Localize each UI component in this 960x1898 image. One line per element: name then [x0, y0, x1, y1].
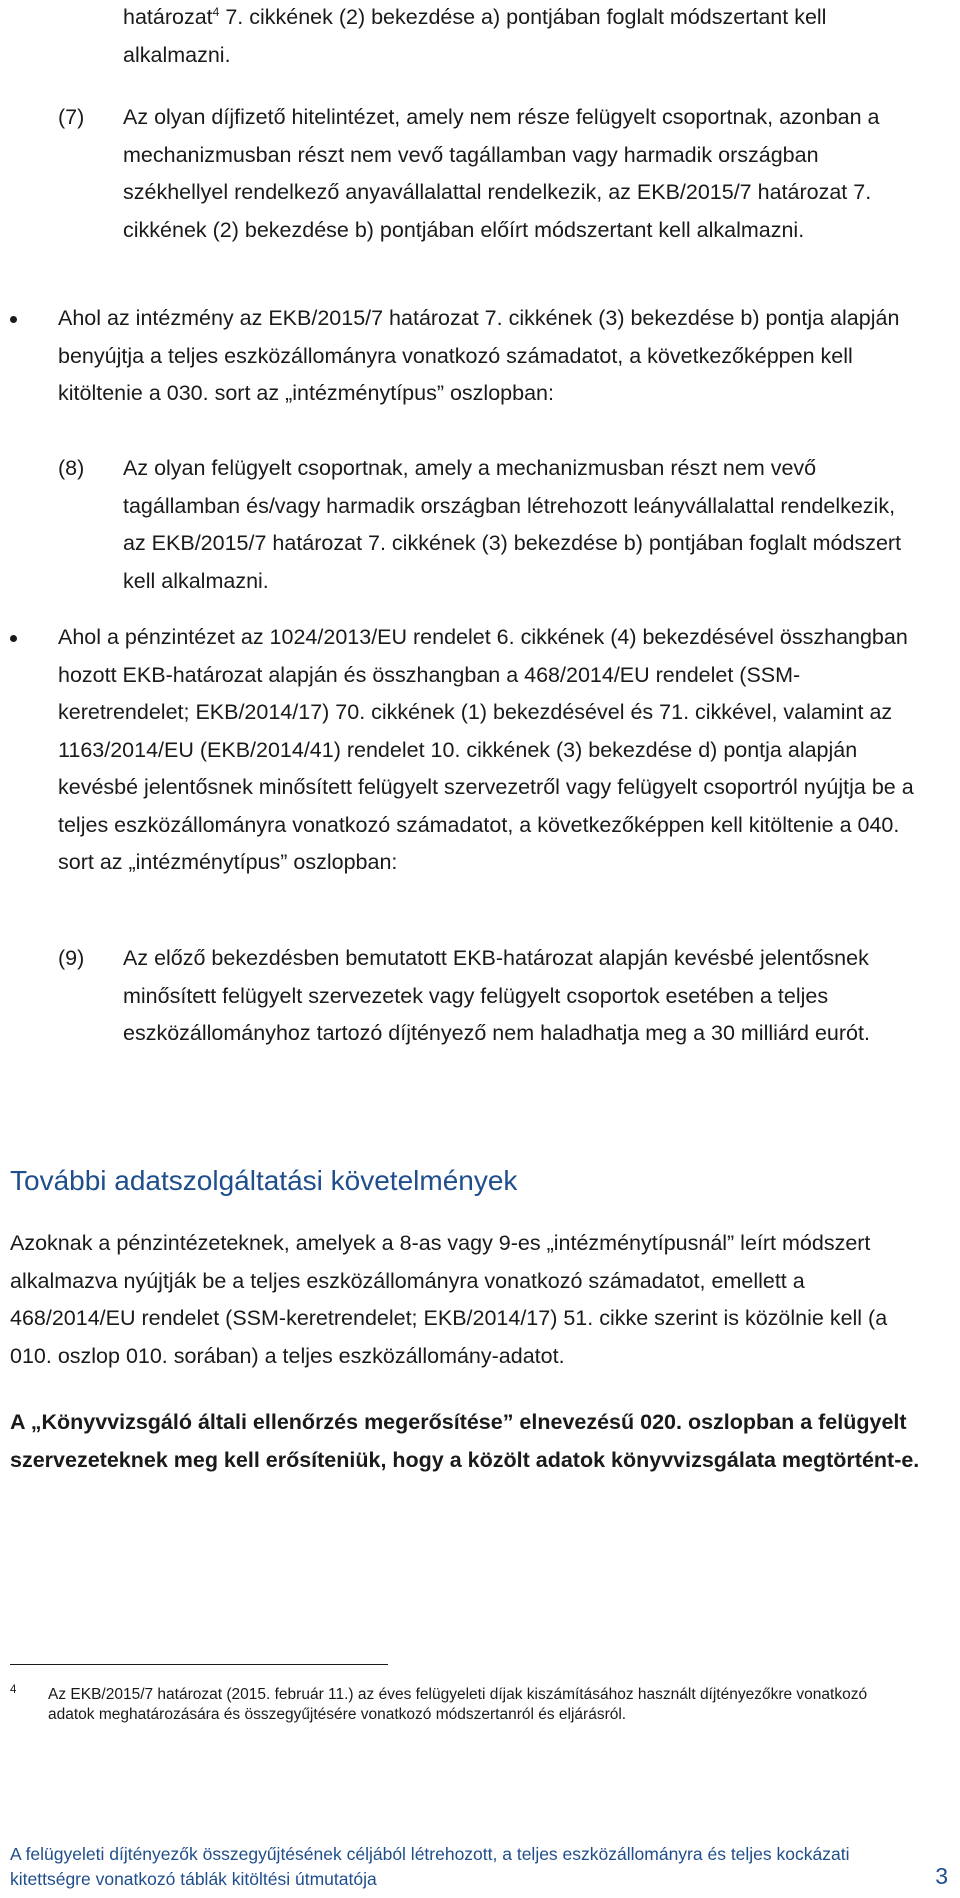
section-bold-paragraph: A „Könyvvizsgáló általi ellenőrzés megerősítése” elnevezésű 020. oszlopban a felügyelt szervezeteknek meg kell erősíteniük, hogy a közölt adatok könyvvizsgálata megtörtént-e.	[10, 1410, 920, 1472]
paragraph-9-number: (9)	[58, 946, 85, 970]
page-footer: A felügyeleti díjtényezők összegyűjtésének céljából létrehozott, a teljes eszközállományra és teljes kockázati kitettségre vonatkozó táblák kitöltési útmutatója	[10, 1844, 850, 1889]
paragraph-9-text: Az előző bekezdésben bemutatott EKB-határozat alapján kevésbé jelentősnek minősített felügyelt szervezetek vagy felügyelt csoportok esetében a teljes eszközállományhoz tartozó díjtényező nem haladhatja meg a 30 milliárd eurót.	[123, 946, 870, 1045]
footnote-text: Az EKB/2015/7 határozat (2015. február 11.) az éves felügyeleti díjak kiszámításához használt díjtényezőkre vonatkozó adatok meghatározására és összegyűjtésére vonatkozó módszertanról és eljárásról.	[48, 1686, 868, 1723]
continuation-text-start: határozat	[123, 5, 213, 29]
page-number: 3	[935, 1863, 948, 1889]
bullet-1-text: Ahol az intézmény az EKB/2015/7 határozat 7. cikkének (3) bekezdése b) pontja alapján benyújtja a teljes eszközállományra vonatkozó számadatot, a következőképpen kell kitöltenie a 030. sort az „intézménytípus” oszlopban:	[58, 306, 900, 405]
section-heading: További adatszolgáltatási követelmények	[10, 1165, 518, 1196]
footnote-divider	[10, 1664, 388, 1665]
paragraph-7-text: Az olyan díjfizető hitelintézet, amely nem része felügyelt csoportnak, azonban a mechanizmusban részt nem vevő tagállamban vagy harmadik országban székhellyel rendelkező anyavállalattal rendelkezik, az EKB/2015/7 határozat 7. cikkének (2) bekezdése b) pontjában előírt módszertant kell alkalmazni.	[123, 105, 880, 242]
bullet-icon	[10, 316, 17, 323]
section-intro-paragraph: Azoknak a pénzintézeteknek, amelyek a 8-as vagy 9-es „intézménytípusnál” leírt módszert alkalmazva nyújtják be a teljes eszközállományra vonatkozó számadatot, emellett a 468/2014/EU rendelet (SSM-keretrendelet; EKB/2014/17) 51. cikke szerint is közölnie kell (a 010. oszlop 010. sorában) a teljes eszközállomány-adatot.	[10, 1231, 888, 1368]
paragraph-8-text: Az olyan felügyelt csoportnak, amely a mechanizmusban részt nem vevő tagállamban és/vagy harmadik országban létrehozott leányvállalattal rendelkezik, az EKB/2015/7 határozat 7. cikkének (3) bekezdése b) pontjában foglalt módszert kell alkalmazni.	[123, 456, 902, 593]
footnote-mark: 4	[10, 1684, 17, 1696]
bullet-2-text: Ahol a pénzintézet az 1024/2013/EU rendelet 6. cikkének (4) bekezdésével összhangban hozott EKB-határozat alapján és összhangban a 468/2014/EU rendelet (SSM-keretrendelet; EKB/2014/17) 70. cikkének (1) bekezdésével és 71. cikkével, valamint az 1163/2014/EU (EKB/2014/41) rendelet 10. cikkének (3) bekezdése d) pontja alapján kevésbé jelentősnek minősített felügyelt szervezetről vagy felügyelt csoportról nyújtja be a teljes eszközállományra vonatkozó számadatot, a következőképpen kell kitöltenie a 040. sort az „intézménytípus” oszlopban:	[58, 625, 914, 874]
continuation-text-end: 7. cikkének (2) bekezdése a) pontjában foglalt módszertant kell alkalmazni.	[123, 5, 827, 67]
bullet-icon	[10, 635, 17, 642]
paragraph-7-number: (7)	[58, 105, 85, 129]
footnote-reference[interactable]: 4	[212, 4, 220, 19]
continuation-paragraph	[123, 0, 923, 74]
paragraph-8-number: (8)	[58, 456, 85, 480]
